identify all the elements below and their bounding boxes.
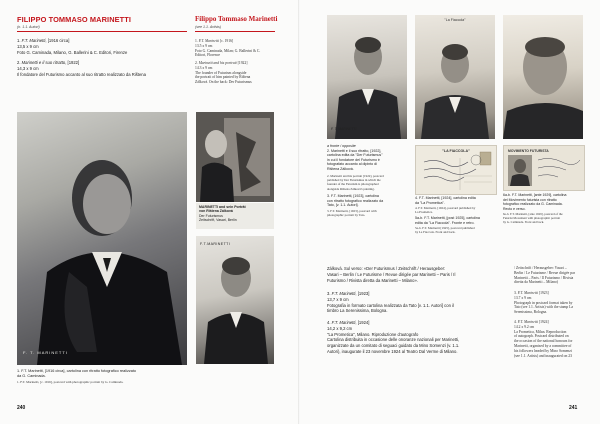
bottom-caption-it: 1. F.T. Marinetti, [1916 circa], cartolina con ritratto fotografico realizzato da G. Caminada. <box>17 369 137 378</box>
entry-3: 3. F.T. Marinetti, [1923] 13,7 x 9 cm Fotografia in formato cartolina realizzata da Tato [v. 1.1. Autori] con il timbro La Serenissima, Bologna. <box>327 291 454 314</box>
serif-title: Filippo Tommaso Marinetti <box>195 15 278 23</box>
right-page <box>300 0 600 424</box>
photo-3-portrait <box>327 15 407 139</box>
photo-4-figure-icon <box>415 15 495 139</box>
header-subtitle: (n. 1.1. Autori) <box>17 25 40 29</box>
portrait-photo-marinetti <box>17 112 187 365</box>
entry-3-en: 3. F.T. Marinetti [1923] 13.7 x 9 cm Photograph in postcard format taken by Tato (see 1.1. Artists) with the stamp La Serenissima, Bologna. <box>514 291 574 315</box>
entry-4-en: 4. F.T. Marinetti [1924] 14.2 x 9.2 cm La Prometica, Milan. Reproduction of autograph. Postcard distributed on the occasion of the national honours for Marinetti, organised by a committee of his followers headed by Mino Somenzi (see 1.1. Artists) and inaugurated on 23 <box>514 320 573 358</box>
caption-5: 5a-b. F.T. Marinetti, [post 1925], cartolina edita da "La Fiaccola". Fronte e retro. <box>415 216 480 225</box>
body-text-it: Zálková. Sul verso: «Der Futurismus / Zeitschrift / Herausgeber: Vasari – Berlin / Le Futurisme / Revue dirigée par Marinetti – Paris / Il Futurismo / Rivista diretta da Marinetti – Milano». <box>327 266 456 283</box>
serif-entry-1: 1. F.T. Marinetti [c. 1916] 13.5 x 9 cm Foto G. Caminada, Milan; G. Ballerini & C. Editori, Florence <box>195 39 261 58</box>
photo-5-figure-icon <box>503 15 583 139</box>
postcard-back-1 <box>415 145 497 195</box>
painting-caption: MARINETTI and sein Porträt von Rištena Zálková Der Futurismus Zeitschrift, Vasari, Berlin <box>199 205 246 222</box>
caption-5-en: 5a-b. F.T. Marinetti [1925], postcard published by La Fiaccola. Front and back. <box>415 226 475 235</box>
header-rule <box>17 31 187 32</box>
painting-figure-icon <box>196 112 274 202</box>
serif-rule <box>195 31 275 32</box>
postcard-back-1-title: "LA FIACCOLA" <box>442 149 470 153</box>
photo-4-portrait <box>415 15 495 139</box>
page-number-right: 241 <box>569 405 578 411</box>
handwriting-icon <box>416 146 496 194</box>
postcard-front-2 <box>503 145 585 191</box>
photo-4-header: "La Fiaccola" <box>444 18 466 22</box>
caption-3: 3. F.T. Marinetti, [1923], cartolina con ritratto fotografico realizzato da Tato, [v. 1.1. Autori]. <box>327 194 384 208</box>
caption-6: 6a-b. F.T. Marinetti, [ante 1929], cartolina del Movimento futurista con ritratto fotografico realizzato da G. Caminada. Recto e verso. <box>503 193 567 211</box>
caption-fronte: a fronte / opposite 2. Marinetti e il suo ritratto, [1922], cartolina edita da "Der Futurismus" in cui il fondatore del Futurismo è fotografato accanto al dipinto di Rištena Zálková. <box>327 144 383 171</box>
painting-photo <box>196 112 274 202</box>
postcard-front-2-title: MOVIMENTO FUTURISTA <box>508 149 549 153</box>
portrait-figure-icon <box>17 112 187 365</box>
caption-fronte-en: 2. Marinetti and his portrait [1922], postcard published by Der Futurismus in which the founder of the Futurism is photographed alongside Rištena Zálková's painting. <box>327 174 384 191</box>
serif-entry-2: 2. Marinetti and his portrait [1922] 14.3 x 9 cm The founder of Futurism alongside the portrait of him painted by Rištena Zálková. On the back: Der Futurismus <box>195 61 252 85</box>
entry-2: 2. Marinetti e il suo ritratto, [1922] 14,3 x 9 cm Il fondatore del Futurismo accanto al suo ritratto realizzato da Rištena <box>17 60 146 77</box>
page-number-left: 240 <box>17 405 26 411</box>
photo-inscription: F. T. MARINETTI <box>23 350 68 355</box>
caption-4: 4. F.T. Marinetti, [1924], cartolina edita da "La Prometica". <box>415 196 476 205</box>
photo-3-signature: F. T. MARINETTI <box>331 127 357 131</box>
small-portrait-photo <box>196 236 274 364</box>
small-portrait-figure-icon <box>196 236 274 364</box>
caption-6-en: 6a-b. F.T. Marinetti, [ante 1929], postcard of the Futurist Movement with photographic portrait by G. Caminada. Front and back. <box>503 212 563 225</box>
entry-1: 1. F.T. Marinetti, [1916 circa] 13,5 x 9 cm Foto G. Caminada, Milano, G. Ballerini & C. Editori, Firenze <box>17 38 128 55</box>
caption-3-en: 3. F.T. Marinetti, [1923], postcard with photographic portrait by Tato. <box>327 209 377 218</box>
caption-4-en: 4. F.T. Marinetti, [1924], postcard published by La Prometica. <box>415 206 476 215</box>
header-title: FILIPPO TOMMASO MARINETTI <box>17 15 132 24</box>
photo-3-figure-icon <box>327 15 407 139</box>
entry-4: 4. F.T. Marinetti, [1924] 14,2 x 9,2 cm "La Prometica", Milano. Riproduzione d'autografo Cartolina distribuita in occasione delle onoranze nazionali per Marinetti, organizzate da un comitato di seguaci guidato da Mino Somenzi (v. 1.1. Autori), inaugurate il 23 novembre 1924 al Teatro Dal Verme di Milano. <box>327 320 460 354</box>
painting-caption-box <box>196 203 274 229</box>
serif-subtitle: (see 1.1. Artists) <box>195 25 222 29</box>
bottom-caption-en: 1. F.T. Marinetti, [c. 1916], postcard with photographic portrait by G. Caminada. <box>17 380 124 384</box>
photo-5-portrait <box>503 15 583 139</box>
small-photo-inscription: F.T.MARINETTI <box>200 242 231 246</box>
body-text-en: / Zeitschrift / Herausgeber: Vasari – Berlin / Le Futurisme / Revue dirigée par Marinetti – Paris / Il Futurismo / Rivista diretta da Marinetti – Milano) <box>514 266 575 285</box>
